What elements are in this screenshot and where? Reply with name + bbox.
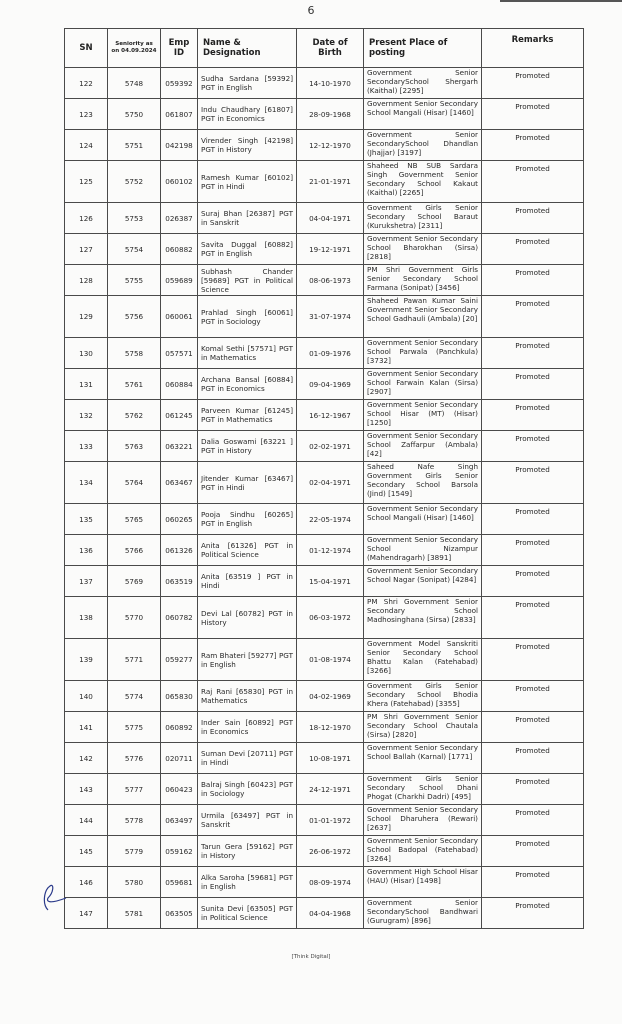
- table-row: [65, 774, 584, 805]
- cell-name-designation: Komal Sethi [57571] PGT in Mathematics: [198, 338, 297, 369]
- cell-dob: 21-01-1971: [297, 161, 364, 203]
- cell-dob: 16-12-1967: [297, 400, 364, 431]
- cell-place-of-posting: Government Senior SecondarySchool Bandhwari (Gurugram) [896]: [364, 898, 482, 929]
- cell-place-of-posting: Government Senior Secondary School Parwala (Panchkula) [3732]: [364, 338, 482, 369]
- cell-place-of-posting: Government Senior Secondary School Farwain Kalan (Sirsa) [2907]: [364, 369, 482, 400]
- cell-seniority: 5763: [108, 431, 161, 462]
- cell-dob: 12-12-1970: [297, 130, 364, 161]
- cell-sn: 127: [65, 234, 108, 265]
- cell-remarks: Promoted: [482, 338, 584, 369]
- cell-emp-id: 059681: [161, 867, 198, 898]
- cell-sn: 138: [65, 597, 108, 639]
- cell-remarks: Promoted: [482, 161, 584, 203]
- cell-emp-id: 059689: [161, 265, 198, 296]
- cell-seniority: 5761: [108, 369, 161, 400]
- cell-dob: 04-04-1968: [297, 898, 364, 929]
- cell-place-of-posting: PM Shri Government Girls Senior Secondary School Farmana (Sonipat) [3456]: [364, 265, 482, 296]
- cell-remarks: Promoted: [482, 296, 584, 338]
- cell-remarks: Promoted: [482, 265, 584, 296]
- cell-name-designation: Jitender Kumar [63467] PGT in Hindi: [198, 462, 297, 504]
- cell-name-designation: Dalia Goswami [63221 ] PGT in History: [198, 431, 297, 462]
- cell-dob: 31-07-1974: [297, 296, 364, 338]
- cell-place-of-posting: Government Senior SecondarySchool Dhandlan (Jhajjar) [3197]: [364, 130, 482, 161]
- cell-emp-id: 061326: [161, 535, 198, 566]
- cell-place-of-posting: Government Senior Secondary School Ballah (Karnal) [1771]: [364, 743, 482, 774]
- cell-emp-id: 061807: [161, 99, 198, 130]
- cell-remarks: Promoted: [482, 203, 584, 234]
- table-row: [65, 68, 584, 99]
- cell-remarks: Promoted: [482, 639, 584, 681]
- cell-seniority: 5765: [108, 504, 161, 535]
- cell-name-designation: Inder Sain [60892] PGT in Economics: [198, 712, 297, 743]
- cell-dob: 10-08-1971: [297, 743, 364, 774]
- cell-sn: 124: [65, 130, 108, 161]
- cell-place-of-posting: Government Senior Secondary School Bharokhan (Sirsa) [2818]: [364, 234, 482, 265]
- cell-remarks: Promoted: [482, 369, 584, 400]
- cell-place-of-posting: Government Senior Secondary School Badopal (Fatehabad) [3264]: [364, 836, 482, 867]
- cell-seniority: 5751: [108, 130, 161, 161]
- cell-remarks: Promoted: [482, 681, 584, 712]
- cell-seniority: 5778: [108, 805, 161, 836]
- cell-seniority: 5770: [108, 597, 161, 639]
- cell-name-designation: Suraj Bhan [26387] PGT in Sanskrit: [198, 203, 297, 234]
- cell-dob: 24-12-1971: [297, 774, 364, 805]
- cell-place-of-posting: Government Model Sanskriti Senior Secondary School Bhattu Kalan (Fatehabad) [3266]: [364, 639, 482, 681]
- cell-seniority: 5750: [108, 99, 161, 130]
- cell-seniority: 5781: [108, 898, 161, 929]
- cell-emp-id: 057571: [161, 338, 198, 369]
- cell-dob: 08-09-1974: [297, 867, 364, 898]
- cell-seniority: 5779: [108, 836, 161, 867]
- cell-sn: 136: [65, 535, 108, 566]
- cell-sn: 123: [65, 99, 108, 130]
- cell-seniority: 5753: [108, 203, 161, 234]
- table-row: [65, 898, 584, 929]
- cell-remarks: Promoted: [482, 234, 584, 265]
- cell-dob: 09-04-1969: [297, 369, 364, 400]
- cell-seniority: 5758: [108, 338, 161, 369]
- table-row: [65, 203, 584, 234]
- cell-emp-id: 060782: [161, 597, 198, 639]
- header-place-of-posting: Present Place of posting: [364, 29, 482, 68]
- table-row: [65, 712, 584, 743]
- cell-sn: 135: [65, 504, 108, 535]
- cell-dob: 19-12-1971: [297, 234, 364, 265]
- cell-remarks: Promoted: [482, 462, 584, 504]
- cell-dob: 18-12-1970: [297, 712, 364, 743]
- cell-place-of-posting: PM Shri Government Senior Secondary School Chautala (Sirsa) [2820]: [364, 712, 482, 743]
- cell-name-designation: Anita [63519 ] PGT in Hindi: [198, 566, 297, 597]
- footer-text: [Think Digital]: [291, 954, 331, 960]
- cell-emp-id: 061245: [161, 400, 198, 431]
- cell-dob: 02-04-1971: [297, 462, 364, 504]
- cell-remarks: Promoted: [482, 774, 584, 805]
- promotion-table: [64, 28, 584, 929]
- cell-sn: 137: [65, 566, 108, 597]
- cell-dob: 04-02-1969: [297, 681, 364, 712]
- cell-dob: 01-08-1974: [297, 639, 364, 681]
- cell-emp-id: 059162: [161, 836, 198, 867]
- cell-emp-id: 063221: [161, 431, 198, 462]
- cell-dob: 26-06-1972: [297, 836, 364, 867]
- cell-seniority: 5771: [108, 639, 161, 681]
- cell-remarks: Promoted: [482, 68, 584, 99]
- cell-dob: 01-01-1972: [297, 805, 364, 836]
- cell-emp-id: 063497: [161, 805, 198, 836]
- cell-remarks: Promoted: [482, 400, 584, 431]
- cell-dob: 06-03-1972: [297, 597, 364, 639]
- cell-seniority: 5754: [108, 234, 161, 265]
- cell-seniority: 5769: [108, 566, 161, 597]
- cell-sn: 122: [65, 68, 108, 99]
- cell-remarks: Promoted: [482, 867, 584, 898]
- cell-sn: 130: [65, 338, 108, 369]
- cell-emp-id: 060423: [161, 774, 198, 805]
- header-seniority: Seniority as on 04.09.2024: [108, 29, 161, 68]
- cell-seniority: 5775: [108, 712, 161, 743]
- cell-remarks: Promoted: [482, 130, 584, 161]
- cell-seniority: 5776: [108, 743, 161, 774]
- cell-dob: 28-09-1968: [297, 99, 364, 130]
- table-row: [65, 462, 584, 504]
- header-emp-id: Emp ID: [161, 29, 198, 68]
- table-row: [65, 535, 584, 566]
- cell-emp-id: 063519: [161, 566, 198, 597]
- cell-seniority: 5777: [108, 774, 161, 805]
- cell-name-designation: Balraj Singh [60423] PGT in Sociology: [198, 774, 297, 805]
- table-row: [65, 99, 584, 130]
- table-row: [65, 338, 584, 369]
- cell-place-of-posting: Government High School Hisar (HAU) (Hisar) [1498]: [364, 867, 482, 898]
- cell-sn: 140: [65, 681, 108, 712]
- cell-name-designation: Anita [61326] PGT in Political Science: [198, 535, 297, 566]
- cell-remarks: Promoted: [482, 743, 584, 774]
- table-row: [65, 265, 584, 296]
- table-row: [65, 161, 584, 203]
- cell-remarks: Promoted: [482, 805, 584, 836]
- header-remarks: Remarks: [482, 29, 584, 68]
- cell-name-designation: Prahlad Singh [60061] PGT in Sociology: [198, 296, 297, 338]
- table-row: [65, 234, 584, 265]
- cell-place-of-posting: Government Senior Secondary School Nizampur (Mahendragarh) [3891]: [364, 535, 482, 566]
- table-row: [65, 369, 584, 400]
- cell-remarks: Promoted: [482, 504, 584, 535]
- cell-seniority: 5755: [108, 265, 161, 296]
- table-row: [65, 597, 584, 639]
- cell-place-of-posting: Government Senior Secondary School Dharuhera (Rewari) [2637]: [364, 805, 482, 836]
- cell-place-of-posting: Government Girls Senior Secondary School Baraut (Kurukshetra) [2311]: [364, 203, 482, 234]
- cell-sn: 129: [65, 296, 108, 338]
- cell-place-of-posting: Government Senior Secondary School Hisar (MT) (Hisar) [1250]: [364, 400, 482, 431]
- cell-place-of-posting: Government Senior Secondary School Nagar (Sonipat) [4284]: [364, 566, 482, 597]
- table-row: [65, 867, 584, 898]
- cell-name-designation: Urmila [63497] PGT in Sanskrit: [198, 805, 297, 836]
- cell-dob: 22-05-1974: [297, 504, 364, 535]
- cell-name-designation: Parveen Kumar [61245] PGT in Mathematics: [198, 400, 297, 431]
- header-sn: SN: [65, 29, 108, 68]
- cell-emp-id: 063467: [161, 462, 198, 504]
- cell-name-designation: Ram Bhateri [59277] PGT in English: [198, 639, 297, 681]
- cell-seniority: 5752: [108, 161, 161, 203]
- cell-place-of-posting: Government Senior SecondarySchool Shergarh (Kaithal) [2295]: [364, 68, 482, 99]
- table-row: [65, 805, 584, 836]
- cell-emp-id: 060265: [161, 504, 198, 535]
- cell-name-designation: Tarun Gera [59162] PGT in History: [198, 836, 297, 867]
- table-row: [65, 400, 584, 431]
- cell-emp-id: 060061: [161, 296, 198, 338]
- cell-place-of-posting: Government Senior Secondary School Mangali (Hisar) [1460]: [364, 99, 482, 130]
- cell-dob: 14-10-1970: [297, 68, 364, 99]
- cell-sn: 142: [65, 743, 108, 774]
- cell-seniority: 5774: [108, 681, 161, 712]
- table-row: [65, 431, 584, 462]
- cell-emp-id: 060102: [161, 161, 198, 203]
- cell-name-designation: Archana Bansal [60884] PGT in Economics: [198, 369, 297, 400]
- cell-emp-id: 065830: [161, 681, 198, 712]
- cell-sn: 144: [65, 805, 108, 836]
- cell-remarks: Promoted: [482, 836, 584, 867]
- table-row: [65, 504, 584, 535]
- cell-place-of-posting: Government Girls Senior Secondary School Dhani Phogat (Charkhi Dadri) [495]: [364, 774, 482, 805]
- cell-sn: 139: [65, 639, 108, 681]
- cell-name-designation: Virender Singh [42198] PGT in History: [198, 130, 297, 161]
- cell-seniority: 5756: [108, 296, 161, 338]
- cell-emp-id: 060892: [161, 712, 198, 743]
- cell-place-of-posting: Saheed Nafe Singh Government Girls Senior Secondary School Barsola (Jind) [1549]: [364, 462, 482, 504]
- cell-emp-id: 059392: [161, 68, 198, 99]
- cell-dob: 01-12-1974: [297, 535, 364, 566]
- header-dob: Date of Birth: [297, 29, 364, 68]
- cell-name-designation: Subhash Chander [59689] PGT in Political Science: [198, 265, 297, 296]
- cell-name-designation: Savita Duggal [60882] PGT in English: [198, 234, 297, 265]
- cell-seniority: 5780: [108, 867, 161, 898]
- table-row: [65, 836, 584, 867]
- cell-sn: 147: [65, 898, 108, 929]
- cell-dob: 02-02-1971: [297, 431, 364, 462]
- cell-remarks: Promoted: [482, 431, 584, 462]
- cell-dob: 08-06-1973: [297, 265, 364, 296]
- table-row: [65, 681, 584, 712]
- signature-mark: [38, 880, 68, 914]
- table-header-row: [65, 29, 584, 68]
- cell-sn: 146: [65, 867, 108, 898]
- cell-seniority: 5766: [108, 535, 161, 566]
- cell-emp-id: 060882: [161, 234, 198, 265]
- cell-place-of-posting: Shaheed Pawan Kumar Saini Government Senior Secondary School Gadhauli (Ambala) [20]: [364, 296, 482, 338]
- table-row: [65, 743, 584, 774]
- table-row: [65, 639, 584, 681]
- cell-emp-id: 026387: [161, 203, 198, 234]
- table-row: [65, 566, 584, 597]
- page-number: 6: [307, 4, 315, 17]
- cell-name-designation: Devi Lal [60782] PGT in History: [198, 597, 297, 639]
- cell-name-designation: Pooja Sindhu [60265] PGT in English: [198, 504, 297, 535]
- cell-emp-id: 042198: [161, 130, 198, 161]
- cell-sn: 134: [65, 462, 108, 504]
- cell-place-of-posting: Government Senior Secondary School Mangali (Hisar) [1460]: [364, 504, 482, 535]
- cell-emp-id: 060884: [161, 369, 198, 400]
- table-row: [65, 130, 584, 161]
- table-row: [65, 296, 584, 338]
- cell-seniority: 5748: [108, 68, 161, 99]
- cell-place-of-posting: PM Shri Government Senior Secondary School Madhosinghana (Sirsa) [2833]: [364, 597, 482, 639]
- cell-remarks: Promoted: [482, 712, 584, 743]
- cell-dob: 01-09-1976: [297, 338, 364, 369]
- cell-sn: 131: [65, 369, 108, 400]
- cell-sn: 126: [65, 203, 108, 234]
- cell-sn: 132: [65, 400, 108, 431]
- cell-name-designation: Ramesh Kumar [60102] PGT in Hindi: [198, 161, 297, 203]
- cell-sn: 125: [65, 161, 108, 203]
- cell-sn: 133: [65, 431, 108, 462]
- cell-sn: 143: [65, 774, 108, 805]
- cell-name-designation: Suman Devi [20711] PGT in Hindi: [198, 743, 297, 774]
- cell-emp-id: 059277: [161, 639, 198, 681]
- cell-dob: 04-04-1971: [297, 203, 364, 234]
- cell-remarks: Promoted: [482, 99, 584, 130]
- cell-sn: 141: [65, 712, 108, 743]
- cell-name-designation: Sunita Devi [63505] PGT in Political Science: [198, 898, 297, 929]
- cell-emp-id: 063505: [161, 898, 198, 929]
- scan-edge-line: [500, 0, 622, 2]
- cell-remarks: Promoted: [482, 566, 584, 597]
- cell-place-of-posting: Shaheed NB SUB Sardara Singh Government Senior Secondary School Kakaut (Kaithal) [2265]: [364, 161, 482, 203]
- cell-name-designation: Raj Rani [65830] PGT in Mathematics: [198, 681, 297, 712]
- cell-seniority: 5764: [108, 462, 161, 504]
- cell-place-of-posting: Government Senior Secondary School Zaffarpur (Ambala) [42]: [364, 431, 482, 462]
- cell-remarks: Promoted: [482, 535, 584, 566]
- cell-name-designation: Alka Saroha [59681] PGT in English: [198, 867, 297, 898]
- cell-remarks: Promoted: [482, 597, 584, 639]
- cell-name-designation: Sudha Sardana [59392] PGT in English: [198, 68, 297, 99]
- cell-emp-id: 020711: [161, 743, 198, 774]
- cell-sn: 128: [65, 265, 108, 296]
- header-name-designation: Name & Designation: [198, 29, 297, 68]
- cell-remarks: Promoted: [482, 898, 584, 929]
- cell-place-of-posting: Government Girls Senior Secondary School Bhodia Khera (Fatehabad) [3355]: [364, 681, 482, 712]
- cell-dob: 15-04-1971: [297, 566, 364, 597]
- cell-seniority: 5762: [108, 400, 161, 431]
- cell-name-designation: Indu Chaudhary [61807] PGT in Economics: [198, 99, 297, 130]
- cell-sn: 145: [65, 836, 108, 867]
